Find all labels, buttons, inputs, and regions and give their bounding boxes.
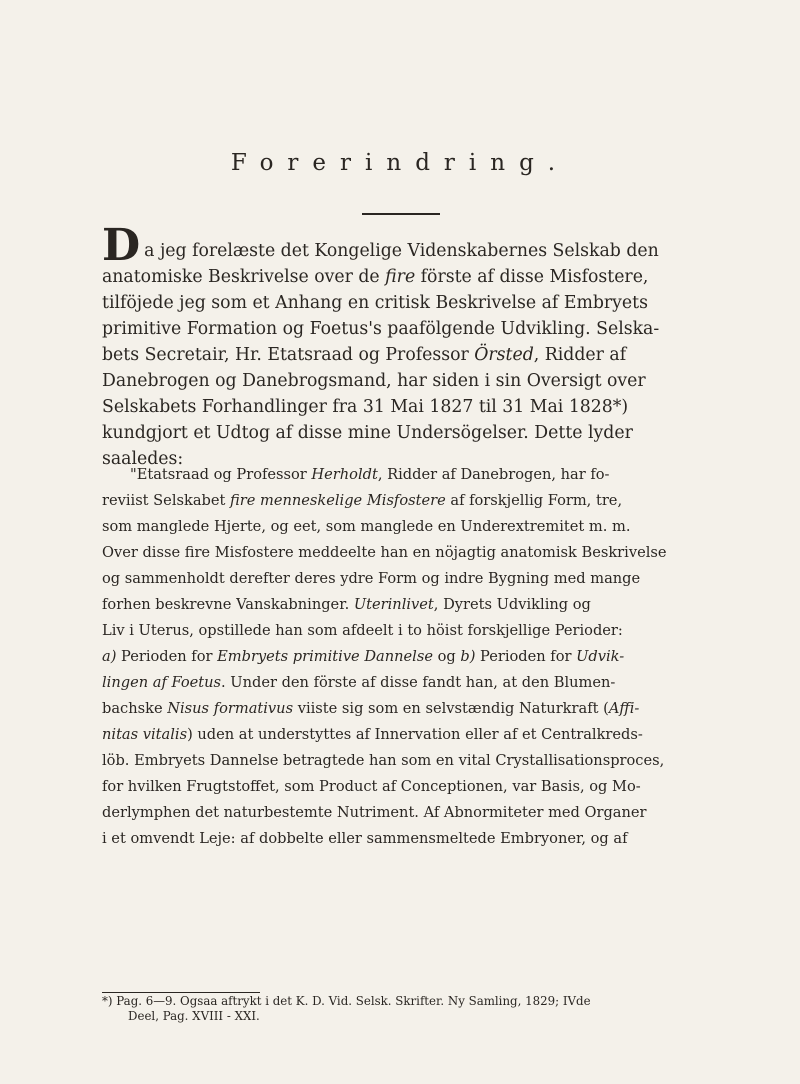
quote-line: a) Perioden for Embryets primitive Dannelse og b) Perioden for Udvik- — [102, 648, 625, 665]
quote-line: i et omvendt Leje: af dobbelte eller sammensmeltede Embryoner, og af — [102, 830, 628, 847]
quote-line: "Etatsraad og Professor Herholdt, Ridder af Danebrogen, har fo- — [130, 466, 610, 483]
quote-line: lingen af Foetus. Under den förste af disse fandt han, at den Blumen- — [102, 674, 616, 691]
quoted-passage — [102, 462, 790, 852]
quote-line: Liv i Uterus, opstillede han som afdeelt i to höist forskjellige Perioder: — [102, 622, 623, 639]
footnote — [102, 994, 790, 1024]
quote-line: löb. Embryets Dannelse betragtede han som en vital Crystallisationsproces, — [102, 752, 665, 769]
quote-line: nitas vitalis) uden at understyttes af Innervation eller af et Centralkreds- — [102, 726, 643, 743]
main-line: Selskabets Forhandlinger fra 31 Mai 1827 til 31 Mai 1828*) — [102, 397, 629, 417]
main-line: bets Secretair, Hr. Etatsraad og Professor Örsted, Ridder af — [102, 345, 627, 365]
quote-line: for hvilken Frugtstoffet, som Product af Conceptionen, var Basis, og Mo- — [102, 778, 641, 795]
quote-line: og sammenholdt derefter deres ydre Form og indre Bygning med mange — [102, 570, 641, 587]
main-line: tilföjede jeg som et Anhang en critisk Beskrivelse af Embryets — [102, 293, 648, 313]
quote-line: Over disse fire Misfostere meddeelte han en nöjagtig anatomisk Beskrivelse — [102, 544, 667, 561]
quote-line: derlymphen det naturbestemte Nutriment. Af Abnormiteter med Organer — [102, 804, 647, 821]
page-heading: Forerindring. — [230, 150, 570, 176]
footnote-line: *) Pag. 6—9. Ogsaa aftrykt i det K. D. Vid. Selsk. Skrifter. Ny Samling, 1829; IVde — [102, 994, 591, 1008]
footnote-line: Deel, Pag. XVIII - XXI. — [128, 1009, 260, 1023]
quote-line: forhen beskrevne Vanskabninger. Uterinlivet, Dyrets Udvikling og — [102, 596, 591, 613]
main-line: Danebrogen og Danebrogsmand, har siden i sin Oversigt over — [102, 371, 646, 391]
drop-cap: D — [102, 220, 141, 271]
footnote-rule — [102, 992, 260, 993]
main-line: Da jeg forelæste det Kongelige Videnskabernes Selskab den — [102, 220, 659, 271]
main-line: anatomiske Beskrivelse over de fire förste af disse Misfostere, — [102, 267, 649, 287]
quote-line: som manglede Hjerte, og eet, som manglede en Underextremitet m. m. — [102, 518, 631, 535]
quote-line: bachske Nisus formativus viiste sig som en selvstændig Naturkraft (Affi- — [102, 700, 640, 717]
main-line: saaledes: — [102, 449, 184, 469]
main-line: primitive Formation og Foetus's paafölgende Udvikling. Selska- — [102, 319, 660, 339]
main-line: kundgjort et Udtog af disse mine Undersögelser. Dette lyder — [102, 423, 633, 443]
heading-rule — [362, 213, 440, 215]
quote-line: reviist Selskabet fire menneskelige Misfostere af forskjellig Form, tre, — [102, 492, 623, 509]
main-paragraph — [102, 220, 790, 472]
